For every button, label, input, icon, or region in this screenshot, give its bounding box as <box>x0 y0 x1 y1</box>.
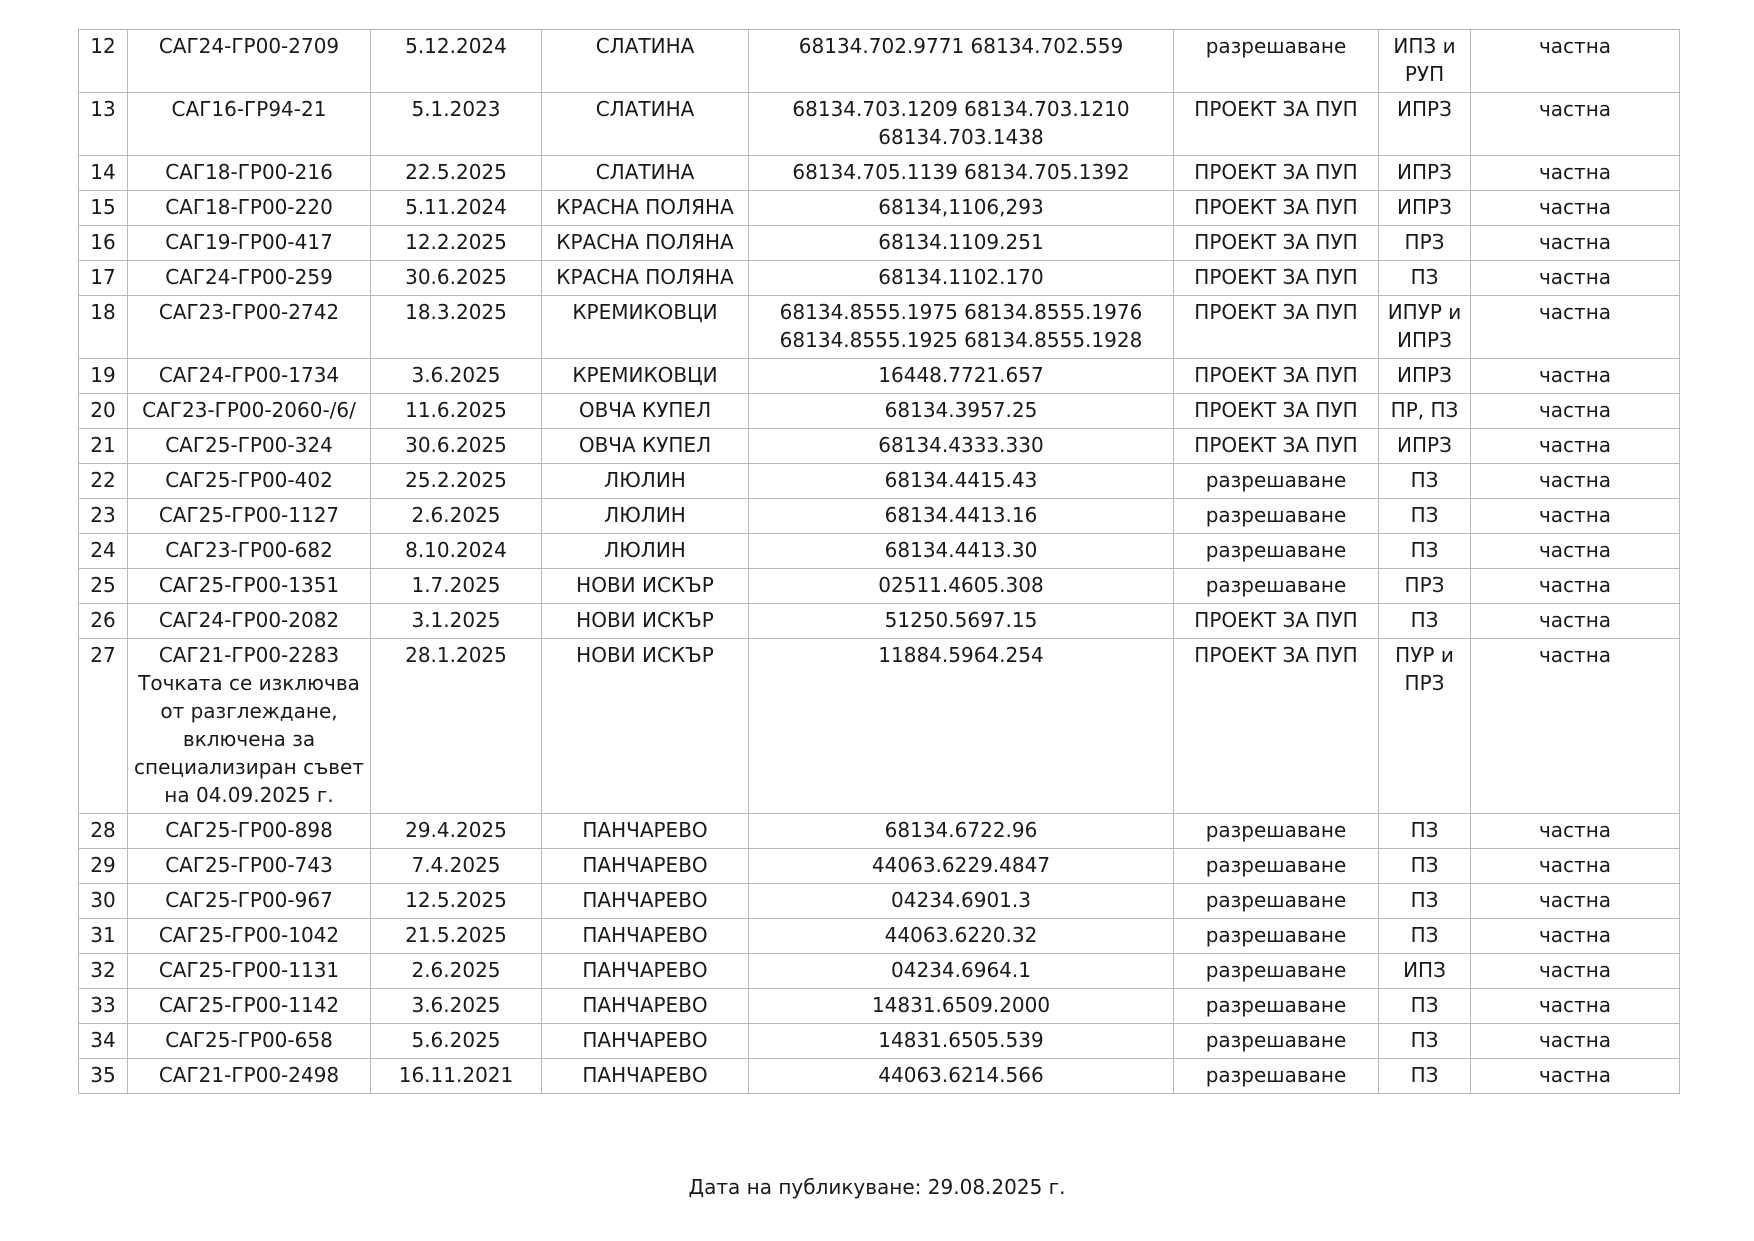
plot-identifiers: 44063.6229.4847 <box>749 849 1174 884</box>
row-number: 25 <box>79 569 128 604</box>
district-name: КРЕМИКОВЦИ <box>542 296 749 359</box>
district-name: ПАНЧАРЕВО <box>542 814 749 849</box>
ownership-type: частна <box>1471 429 1680 464</box>
plan-type: ИПРЗ <box>1379 191 1471 226</box>
plot-identifiers: 14831.6505.539 <box>749 1024 1174 1059</box>
ownership-type: частна <box>1471 814 1680 849</box>
plan-type: ПЗ <box>1379 604 1471 639</box>
plot-identifiers: 51250.5697.15 <box>749 604 1174 639</box>
plot-identifiers: 14831.6509.2000 <box>749 989 1174 1024</box>
file-number: САГ19-ГР00-417 <box>128 226 371 261</box>
table-row <box>79 296 1680 359</box>
entry-date: 21.5.2025 <box>371 919 542 954</box>
procedure-stage: ПРОЕКТ ЗА ПУП <box>1174 296 1379 359</box>
table-row <box>79 919 1680 954</box>
plot-identifiers: 68134.8555.1975 68134.8555.1976 68134.8555.1925 68134.8555.1928 <box>749 296 1174 359</box>
procedure-stage: разрешаване <box>1174 499 1379 534</box>
ownership-type: частна <box>1471 954 1680 989</box>
entry-date: 1.7.2025 <box>371 569 542 604</box>
procedure-stage: ПРОЕКТ ЗА ПУП <box>1174 191 1379 226</box>
procedure-stage: разрешаване <box>1174 814 1379 849</box>
file-number: САГ25-ГР00-1351 <box>128 569 371 604</box>
plan-type: ПЗ <box>1379 1059 1471 1094</box>
plan-type: ИПРЗ <box>1379 93 1471 156</box>
file-number: САГ25-ГР00-1142 <box>128 989 371 1024</box>
ownership-type: частна <box>1471 394 1680 429</box>
district-name: ПАНЧАРЕВО <box>542 884 749 919</box>
procedure-stage: разрешаване <box>1174 1024 1379 1059</box>
plot-identifiers: 44063.6220.32 <box>749 919 1174 954</box>
plot-identifiers: 68134.702.9771 68134.702.559 <box>749 30 1174 93</box>
district-name: СЛАТИНА <box>542 156 749 191</box>
ownership-type: частна <box>1471 639 1680 814</box>
procedure-stage: ПРОЕКТ ЗА ПУП <box>1174 639 1379 814</box>
file-number: САГ24-ГР00-1734 <box>128 359 371 394</box>
procedure-stage: ПРОЕКТ ЗА ПУП <box>1174 93 1379 156</box>
entry-date: 22.5.2025 <box>371 156 542 191</box>
row-number: 17 <box>79 261 128 296</box>
row-number: 18 <box>79 296 128 359</box>
ownership-type: частна <box>1471 569 1680 604</box>
entry-date: 16.11.2021 <box>371 1059 542 1094</box>
district-name: КРАСНА ПОЛЯНА <box>542 261 749 296</box>
row-number: 29 <box>79 849 128 884</box>
table-row <box>79 989 1680 1024</box>
procedure-stage: разрешаване <box>1174 849 1379 884</box>
procedure-stage: ПРОЕКТ ЗА ПУП <box>1174 261 1379 296</box>
table-row <box>79 1059 1680 1094</box>
ownership-type: частна <box>1471 849 1680 884</box>
plot-identifiers: 11884.5964.254 <box>749 639 1174 814</box>
row-number: 35 <box>79 1059 128 1094</box>
district-name: ЛЮЛИН <box>542 464 749 499</box>
row-number: 34 <box>79 1024 128 1059</box>
row-number: 32 <box>79 954 128 989</box>
district-name: КРЕМИКОВЦИ <box>542 359 749 394</box>
row-number: 15 <box>79 191 128 226</box>
procedure-stage: разрешаване <box>1174 989 1379 1024</box>
plan-type: ИПЗ <box>1379 954 1471 989</box>
table-row <box>79 1024 1680 1059</box>
table-row <box>79 954 1680 989</box>
district-name: НОВИ ИСКЪР <box>542 569 749 604</box>
file-number: САГ25-ГР00-1127 <box>128 499 371 534</box>
plan-type: ПЗ <box>1379 261 1471 296</box>
district-name: ПАНЧАРЕВО <box>542 1059 749 1094</box>
file-number: САГ21-ГР00-2283 Точката се изключва от разглеждане, включена за специализиран съвет на 04.09.2025 г. <box>128 639 371 814</box>
file-number: САГ18-ГР00-220 <box>128 191 371 226</box>
plot-identifiers: 04234.6964.1 <box>749 954 1174 989</box>
ownership-type: частна <box>1471 296 1680 359</box>
row-number: 22 <box>79 464 128 499</box>
plan-type: ПЗ <box>1379 464 1471 499</box>
plot-identifiers: 68134.705.1139 68134.705.1392 <box>749 156 1174 191</box>
entry-date: 5.11.2024 <box>371 191 542 226</box>
entry-date: 30.6.2025 <box>371 429 542 464</box>
entry-date: 11.6.2025 <box>371 394 542 429</box>
plot-identifiers: 16448.7721.657 <box>749 359 1174 394</box>
ownership-type: частна <box>1471 604 1680 639</box>
file-number: САГ25-ГР00-967 <box>128 884 371 919</box>
plot-identifiers: 68134.703.1209 68134.703.1210 68134.703.1438 <box>749 93 1174 156</box>
plot-identifiers: 68134.4413.30 <box>749 534 1174 569</box>
procedure-stage: разрешаване <box>1174 954 1379 989</box>
district-name: ПАНЧАРЕВО <box>542 919 749 954</box>
plan-type: ИПРЗ <box>1379 429 1471 464</box>
row-number: 31 <box>79 919 128 954</box>
entry-date: 5.1.2023 <box>371 93 542 156</box>
register-table-body <box>79 30 1680 1094</box>
plot-identifiers: 02511.4605.308 <box>749 569 1174 604</box>
table-row <box>79 849 1680 884</box>
procedure-stage: ПРОЕКТ ЗА ПУП <box>1174 359 1379 394</box>
procedure-stage: ПРОЕКТ ЗА ПУП <box>1174 226 1379 261</box>
district-name: НОВИ ИСКЪР <box>542 604 749 639</box>
plot-identifiers: 04234.6901.3 <box>749 884 1174 919</box>
file-number: САГ23-ГР00-2742 <box>128 296 371 359</box>
row-number: 14 <box>79 156 128 191</box>
entry-date: 5.12.2024 <box>371 30 542 93</box>
row-number: 24 <box>79 534 128 569</box>
ownership-type: частна <box>1471 989 1680 1024</box>
plot-identifiers: 44063.6214.566 <box>749 1059 1174 1094</box>
file-number: САГ25-ГР00-324 <box>128 429 371 464</box>
plan-type: ПЗ <box>1379 499 1471 534</box>
plan-type: ПЗ <box>1379 919 1471 954</box>
entry-date: 3.6.2025 <box>371 989 542 1024</box>
file-number: САГ24-ГР00-2709 <box>128 30 371 93</box>
entry-date: 18.3.2025 <box>371 296 542 359</box>
file-number: САГ25-ГР00-898 <box>128 814 371 849</box>
ownership-type: частна <box>1471 534 1680 569</box>
plan-type: ИПУР и ИПРЗ <box>1379 296 1471 359</box>
row-number: 28 <box>79 814 128 849</box>
plan-type: ПРЗ <box>1379 226 1471 261</box>
publication-date: Дата на публикуване: 29.08.2025 г. <box>688 1175 1066 1199</box>
table-row <box>79 191 1680 226</box>
file-number: САГ24-ГР00-2082 <box>128 604 371 639</box>
plan-type: ПЗ <box>1379 534 1471 569</box>
district-name: НОВИ ИСКЪР <box>542 639 749 814</box>
row-number: 13 <box>79 93 128 156</box>
table-row <box>79 884 1680 919</box>
table-row <box>79 394 1680 429</box>
entry-date: 12.5.2025 <box>371 884 542 919</box>
row-number: 20 <box>79 394 128 429</box>
entry-date: 3.6.2025 <box>371 359 542 394</box>
file-number: САГ16-ГР94-21 <box>128 93 371 156</box>
file-number: САГ23-ГР00-2060-/6/ <box>128 394 371 429</box>
procedure-stage: ПРОЕКТ ЗА ПУП <box>1174 156 1379 191</box>
ownership-type: частна <box>1471 1059 1680 1094</box>
table-row <box>79 429 1680 464</box>
table-row <box>79 359 1680 394</box>
ownership-type: частна <box>1471 919 1680 954</box>
table-row <box>79 569 1680 604</box>
plan-type: ПЗ <box>1379 814 1471 849</box>
district-name: СЛАТИНА <box>542 93 749 156</box>
entry-date: 7.4.2025 <box>371 849 542 884</box>
plan-type: ПУР и ПРЗ <box>1379 639 1471 814</box>
procedure-stage: разрешаване <box>1174 534 1379 569</box>
entry-date: 2.6.2025 <box>371 954 542 989</box>
plot-identifiers: 68134.6722.96 <box>749 814 1174 849</box>
entry-date: 12.2.2025 <box>371 226 542 261</box>
row-number: 33 <box>79 989 128 1024</box>
plot-identifiers: 68134,1106,293 <box>749 191 1174 226</box>
district-name: ПАНЧАРЕВО <box>542 989 749 1024</box>
file-number: САГ25-ГР00-1131 <box>128 954 371 989</box>
district-name: КРАСНА ПОЛЯНА <box>542 226 749 261</box>
district-name: ЛЮЛИН <box>542 534 749 569</box>
ownership-type: частна <box>1471 464 1680 499</box>
ownership-type: частна <box>1471 30 1680 93</box>
procedure-stage: ПРОЕКТ ЗА ПУП <box>1174 604 1379 639</box>
row-number: 26 <box>79 604 128 639</box>
table-row <box>79 534 1680 569</box>
procedure-stage: разрешаване <box>1174 884 1379 919</box>
table-row <box>79 639 1680 814</box>
file-number: САГ25-ГР00-1042 <box>128 919 371 954</box>
district-name: ПАНЧАРЕВО <box>542 1024 749 1059</box>
file-number: САГ18-ГР00-216 <box>128 156 371 191</box>
entry-date: 3.1.2025 <box>371 604 542 639</box>
district-name: КРАСНА ПОЛЯНА <box>542 191 749 226</box>
entry-date: 25.2.2025 <box>371 464 542 499</box>
procedure-stage: разрешаване <box>1174 569 1379 604</box>
table-row <box>79 226 1680 261</box>
procedure-stage: разрешаване <box>1174 1059 1379 1094</box>
ownership-type: частна <box>1471 359 1680 394</box>
ownership-type: частна <box>1471 1024 1680 1059</box>
plan-type: ИПЗ и РУП <box>1379 30 1471 93</box>
plot-identifiers: 68134.1102.170 <box>749 261 1174 296</box>
ownership-type: частна <box>1471 884 1680 919</box>
entry-date: 5.6.2025 <box>371 1024 542 1059</box>
entry-date: 2.6.2025 <box>371 499 542 534</box>
plan-type: ПРЗ <box>1379 569 1471 604</box>
register-table <box>78 29 1680 1094</box>
plan-type: ПЗ <box>1379 884 1471 919</box>
plot-identifiers: 68134.4415.43 <box>749 464 1174 499</box>
file-number: САГ25-ГР00-658 <box>128 1024 371 1059</box>
procedure-stage: ПРОЕКТ ЗА ПУП <box>1174 429 1379 464</box>
procedure-stage: разрешаване <box>1174 919 1379 954</box>
district-name: ПАНЧАРЕВО <box>542 849 749 884</box>
table-row <box>79 499 1680 534</box>
procedure-stage: ПРОЕКТ ЗА ПУП <box>1174 394 1379 429</box>
district-name: ОВЧА КУПЕЛ <box>542 394 749 429</box>
file-number: САГ25-ГР00-743 <box>128 849 371 884</box>
ownership-type: частна <box>1471 226 1680 261</box>
entry-date: 30.6.2025 <box>371 261 542 296</box>
district-name: ОВЧА КУПЕЛ <box>542 429 749 464</box>
plan-type: ИПРЗ <box>1379 156 1471 191</box>
plan-type: ИПРЗ <box>1379 359 1471 394</box>
file-number: САГ24-ГР00-259 <box>128 261 371 296</box>
table-row <box>79 604 1680 639</box>
table-row <box>79 261 1680 296</box>
plan-type: ПЗ <box>1379 1024 1471 1059</box>
row-number: 16 <box>79 226 128 261</box>
ownership-type: частна <box>1471 156 1680 191</box>
row-number: 21 <box>79 429 128 464</box>
row-number: 30 <box>79 884 128 919</box>
table-row <box>79 93 1680 156</box>
row-number: 19 <box>79 359 128 394</box>
entry-date: 28.1.2025 <box>371 639 542 814</box>
table-row <box>79 156 1680 191</box>
plan-type: ПЗ <box>1379 849 1471 884</box>
plot-identifiers: 68134.1109.251 <box>749 226 1174 261</box>
entry-date: 29.4.2025 <box>371 814 542 849</box>
ownership-type: частна <box>1471 93 1680 156</box>
plan-type: ПЗ <box>1379 989 1471 1024</box>
ownership-type: частна <box>1471 191 1680 226</box>
table-row <box>79 464 1680 499</box>
ownership-type: частна <box>1471 261 1680 296</box>
document-page <box>78 29 1679 1094</box>
plot-identifiers: 68134.4333.330 <box>749 429 1174 464</box>
plot-identifiers: 68134.4413.16 <box>749 499 1174 534</box>
ownership-type: частна <box>1471 499 1680 534</box>
file-number: САГ21-ГР00-2498 <box>128 1059 371 1094</box>
plot-identifiers: 68134.3957.25 <box>749 394 1174 429</box>
file-number: САГ23-ГР00-682 <box>128 534 371 569</box>
district-name: ЛЮЛИН <box>542 499 749 534</box>
table-row <box>79 30 1680 93</box>
procedure-stage: разрешаване <box>1174 30 1379 93</box>
row-number: 23 <box>79 499 128 534</box>
row-number: 12 <box>79 30 128 93</box>
entry-date: 8.10.2024 <box>371 534 542 569</box>
row-number: 27 <box>79 639 128 814</box>
procedure-stage: разрешаване <box>1174 464 1379 499</box>
district-name: СЛАТИНА <box>542 30 749 93</box>
table-row <box>79 814 1680 849</box>
district-name: ПАНЧАРЕВО <box>542 954 749 989</box>
plan-type: ПР, ПЗ <box>1379 394 1471 429</box>
file-number: САГ25-ГР00-402 <box>128 464 371 499</box>
